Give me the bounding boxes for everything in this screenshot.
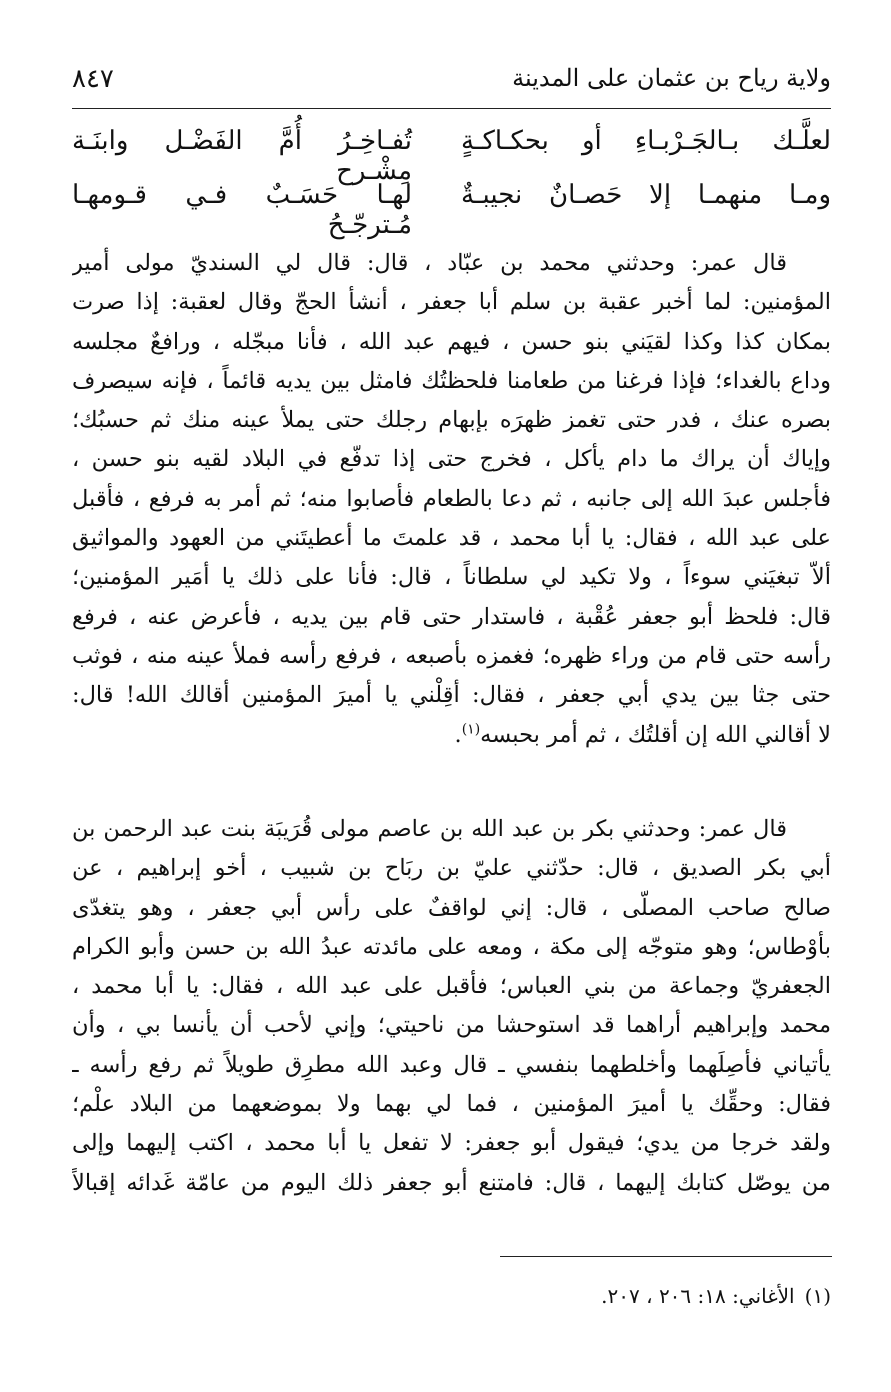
- running-title: ولاية رياح بن عثمان على المدينة: [512, 64, 831, 92]
- poem-verse: [72, 126, 831, 186]
- text-line: قال عمر: وحدثني محمد بن عبّاد ، قال: قال لي السنديّ مولى أمير: [72, 250, 787, 276]
- footnote-reference[interactable]: (١): [461, 721, 481, 738]
- text-line: الجعفريّ وجماعة من بني العباس؛ فأقبل على عبد الله ، فقال: يا أبا محمد ،: [72, 973, 831, 1000]
- text-line-last: لا أقالني الله إن أقلتُك ، ثم أمر بحبسه$^{(١)}$.: [454, 721, 831, 748]
- text-line: ألاّ تبغيَني سوءاً ، ولا تكيد لي سلطاناً ، قال: فأنا على ذلك يا أمَير المؤمنين؛: [72, 564, 831, 591]
- text-line: بصره عنك ، فدر حتى تغمز ظهرَه بإبهام رجلك حتى يملأ عينه منك ثم حسبُك؛: [72, 407, 831, 434]
- footnote-mark: (١): [804, 1284, 831, 1308]
- page-header: [72, 64, 831, 104]
- header-divider: [72, 108, 831, 109]
- text-line: على عبد الله ، فقال: يا أبا محمد ، قد علمتَ ما أعطيتَني من العهود والمواثيق: [72, 525, 831, 552]
- poem: [72, 126, 831, 240]
- text-line: المؤمنين: لما أخبر عقبة بن سلم أبا جعفر ، أنشأ الحجّ وقال لعقبة: إذا صرت: [72, 289, 831, 316]
- second-hemistich: لهـا حَسَـبٌ فـي قـومهـا مُـترجّـحُ: [72, 180, 412, 240]
- text-line: رأسه حتى قام من وراء ظهره؛ فغمزه بأصبعه ، فرفع رأسه فملأ عينه منه ، فوثب: [72, 642, 831, 669]
- text-line: حتى جثا بين يدي أبي جعفر ، فقال: أقِلْني يا أميرَ المؤمنين أقالك الله! قال:: [72, 682, 831, 709]
- text-line: بمكان كذا وكذا لقيَني بنو حسن ، فيهم عبد الله ، فأنا مبجّله ، ورافعٌ مجلسه: [72, 328, 831, 355]
- text-line: صالح صاحب المصلّى ، قال: إني لواقفٌ على رأس أبي جعفر ، وهو يتغدّى: [72, 894, 831, 921]
- first-hemistich: لعلَّـك بـالجَـرْبـاءِ أو بحكـاكـةٍ: [461, 126, 831, 156]
- text-line: ولقد خرجا من يدي؛ فيقول أبو جعفر: لا تفعل يا أبا محمد ، اكتب إليهما وإلى: [72, 1130, 831, 1157]
- text-line: من يوصّل كتابك إليهما ، قال: فامتنع أبو جعفر ذلك اليوم من عامّة غَدائه إقبالاً: [72, 1169, 831, 1196]
- footnote: [601, 1284, 831, 1308]
- text-line-content: لا أقالني الله إن أقلتُك ، ثم أمر بحبسه: [480, 721, 831, 748]
- text-line: أبي بكر الصديق ، قال: حدّثني عليّ بن ربَاح بن شبيب ، أخو إبراهيم ، عن: [72, 855, 831, 882]
- paragraph-1: [72, 244, 831, 755]
- text-line: قال: فلحظ أبو جعفر عُقْبة ، فاستدار حتى قام بين يديه ، فأعرض عنه ، فرفع: [72, 603, 831, 630]
- text-line: بأوْطاس؛ وهو متوجّه إلى مكة ، ومعه على مائدته عبدُ الله بن حسن وأبو الكرام: [72, 933, 831, 960]
- text-line: فأجلس عبدَ الله إلى جانبه ، ثم دعا بالطعام فأصابوا منه؛ ثم أمر به فرفع ، فأقبل: [72, 485, 831, 512]
- text-line: وداع بالغداء؛ فإذا فرغنا من طعامنا فلحظتُك فامثل بين يديه قائماً ، فإنه سيصرف: [72, 367, 831, 394]
- text-line: قال عمر: وحدثني بكر بن عبد الله بن عاصم مولى قُرَيبَة بنت عبد الرحمن بن: [72, 816, 787, 842]
- text-line: فقال: وحقِّك يا أميرَ المؤمنين ، فما لي بهما ولا بموضعهما من البلاد علْم؛: [72, 1091, 831, 1118]
- text-line: محمد وإبراهيم أراهما قد استوحشا من ناحيتي؛ وإني لأحب أن يأنسا بي ، وأن: [72, 1012, 831, 1039]
- text-line: يأتياني فأصِلَهما وأخلطهما بنفسي ـ قال وعبد الله مطرِق طويلاً ثم رفع رأسه ـ: [72, 1051, 831, 1078]
- paragraph-2: [72, 810, 831, 1203]
- footnote-divider: [500, 1256, 832, 1257]
- page-number: ٨٤٧: [72, 64, 114, 94]
- first-hemistich: ومـا منهمـا إلا حَصـانٌ نجيبـةٌ: [461, 180, 831, 210]
- text-line: وإياك أن يراك ما دام يأكل ، فخرج حتى إذا تدفّع في البلاد لقيه بنو حسن ،: [72, 446, 831, 473]
- poem-verse: [72, 180, 831, 240]
- footnote-text: الأغاني: ١٨: ٢٠٦ ، ٢٠٧.: [601, 1284, 795, 1308]
- second-hemistich: تُفـاخِـرُ أُمَّ الفَضْـل وابنَـة مِشْـرح: [72, 126, 412, 186]
